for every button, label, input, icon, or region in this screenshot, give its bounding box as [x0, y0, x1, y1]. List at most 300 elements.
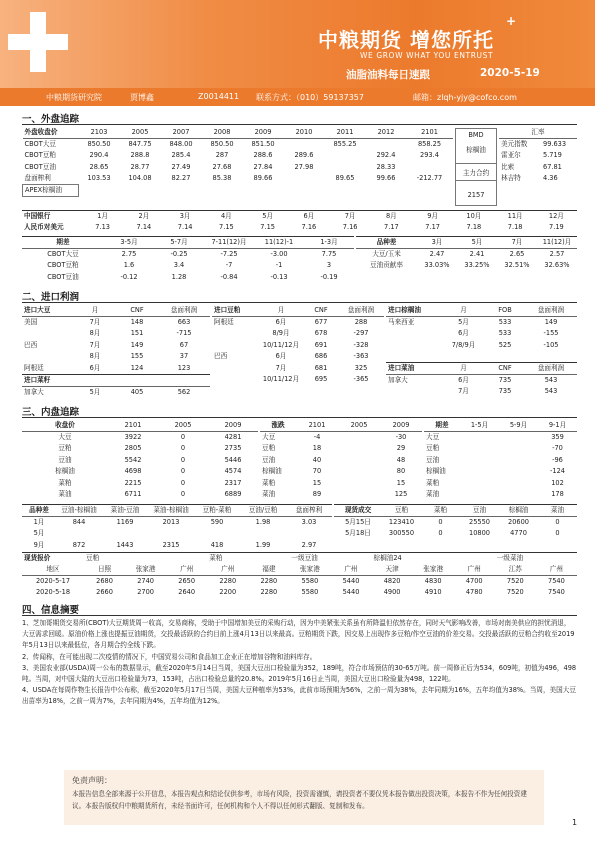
cell: 7.15: [219, 223, 234, 232]
cell: 2280: [260, 588, 278, 597]
cell: 棕榈油: [262, 467, 282, 476]
cell: 4.36: [543, 174, 558, 183]
cell: [460, 489, 499, 501]
cell: 82.27: [171, 174, 191, 183]
cell: [338, 478, 380, 490]
cell: -96: [552, 455, 563, 464]
cell: 4780: [465, 588, 483, 597]
col-head: 盘面利润: [525, 305, 577, 317]
table-row: [22, 340, 210, 352]
table-row: [22, 222, 577, 234]
cell: 0: [180, 467, 186, 476]
cell: 6月: [275, 352, 287, 361]
table-row: [499, 162, 577, 174]
cell: 293.4: [420, 151, 439, 160]
col-head: 菜粕: [207, 553, 289, 565]
col-head: 品种差: [22, 505, 56, 517]
cell: 4910: [424, 588, 442, 597]
col-head: 7月: [330, 211, 371, 223]
cell: 江苏: [495, 564, 536, 576]
cell: 7.19: [549, 223, 564, 232]
spot-quote-table: [22, 552, 577, 599]
cell: 8/9月: [272, 329, 290, 338]
cell: 0: [180, 433, 186, 441]
cell: -0.25: [170, 250, 188, 258]
cell: 292.4: [376, 151, 396, 160]
cell: 2215: [124, 478, 142, 487]
table-row: [356, 260, 577, 272]
col-head: 12月: [536, 211, 577, 223]
cell: 大豆: [58, 433, 72, 441]
col-head: 2009: [208, 420, 258, 432]
table-row: [22, 564, 577, 576]
col-head: 盘面利润: [158, 305, 210, 317]
cell: 0: [180, 444, 186, 453]
cell: 菜油: [426, 490, 440, 499]
cell: -0.13: [270, 272, 288, 281]
table-row: [22, 249, 354, 261]
cell: 5月: [33, 529, 45, 538]
spot-volume-table: [334, 504, 577, 540]
cell: 847.75: [128, 140, 152, 148]
table-row: [22, 540, 332, 552]
col-head: 品种差: [356, 237, 417, 249]
cell: 1443: [116, 540, 134, 549]
cell: 7.14: [177, 223, 193, 232]
cell: 豆粕: [58, 444, 72, 453]
col-head: 盘面榨利: [286, 505, 332, 517]
cell: 广州: [454, 564, 495, 576]
col-head: 豆油-棕榈油: [56, 505, 102, 517]
cell: 0: [555, 529, 560, 538]
cell: -0.19: [320, 272, 338, 281]
cell: 148: [130, 318, 144, 326]
header-banner: [0, 0, 595, 88]
table-row: [22, 517, 332, 529]
cell: 2650: [178, 577, 196, 585]
col-head: 月: [442, 305, 485, 317]
cell: 289.6: [294, 151, 314, 160]
col-head: 2011: [325, 127, 366, 139]
cell: CBOT大豆: [24, 140, 56, 148]
cell: 豆粕: [262, 444, 276, 453]
cell: [338, 489, 380, 501]
table-row: [424, 455, 577, 467]
cell: CBOT豆粕: [24, 151, 56, 160]
cell: 9月: [33, 540, 45, 549]
cell: 7.16: [342, 223, 358, 232]
cell: [460, 432, 499, 444]
cell: [325, 162, 366, 174]
table-row: [260, 443, 422, 455]
col-head: 2007: [161, 127, 202, 139]
cell: 149: [544, 318, 558, 326]
col-head: 盘面利润: [525, 363, 577, 375]
cell: [22, 351, 74, 363]
page-number: 1: [572, 818, 578, 827]
table-row: [212, 340, 384, 352]
cell: 6月: [458, 329, 469, 338]
table-row: [22, 489, 258, 501]
col-head: 9-1月: [538, 420, 577, 432]
news-item: 3、美国农业部(USDA)周一公布的数据显示，截至2020年5月14日当周，美国大豆出口检验量为352，189吨，符合市场预估的30-65万吨。前一周修正后为534，609吨，初值为496，498吨。当周，对中国大陆的大豆出口检验量为73，153吨，占出口检验总量的20.8%。2019年5月16日止当周，美国大豆出口检验量为498，122吨。: [22, 663, 577, 684]
cell: 5446: [224, 455, 242, 464]
table-row: [386, 317, 577, 329]
cell: -70: [552, 444, 563, 453]
cell: 2740: [137, 577, 154, 585]
cell: 4281: [224, 433, 242, 441]
cell: 20600: [508, 518, 529, 526]
cell: 2.75: [121, 250, 137, 258]
cell: 3922: [124, 433, 142, 441]
col-head: 棕榈油: [499, 505, 538, 517]
table-row: [424, 432, 577, 444]
cell: 691: [314, 340, 328, 349]
col-head: 月: [74, 305, 116, 317]
cell: -7.25: [220, 250, 238, 258]
cell: [499, 478, 538, 490]
col-head: 2101: [108, 420, 158, 432]
col-head: 1-5月: [460, 420, 499, 432]
cell: 325: [354, 363, 368, 372]
cell: [212, 328, 258, 340]
cell: 广州: [207, 564, 248, 576]
cell: 7.75: [321, 250, 337, 258]
cell: -1: [275, 261, 283, 270]
cell: 5580: [301, 588, 319, 597]
cell: 7.14: [136, 223, 152, 232]
col-head: 11(12)-1: [254, 237, 304, 249]
cell: 豆油贡献率: [370, 261, 403, 270]
cell: 1.6: [123, 261, 135, 270]
col-head: 2009: [380, 420, 422, 432]
cell: 6889: [224, 490, 242, 499]
cell: 4830: [424, 577, 442, 585]
cell: 48: [396, 455, 406, 464]
cell: 4770: [510, 529, 527, 538]
table-row: [212, 317, 384, 329]
table-row: [22, 443, 258, 455]
cell: CBOT大豆: [47, 250, 79, 258]
cell: [284, 173, 325, 185]
cell: [325, 150, 366, 162]
author: 贾博鑫: [130, 93, 154, 102]
cell: 124: [130, 363, 144, 372]
col-head: 现货报价: [22, 553, 84, 565]
table-row: [424, 443, 577, 455]
cell: [338, 432, 380, 444]
brand-slogan-en: WE GROW WHAT YOU ENTRUST: [360, 51, 494, 60]
cell: 5440: [342, 588, 360, 597]
col-head: 豆粕: [84, 553, 207, 565]
bmd-value: 2157: [467, 191, 485, 199]
import-palm-table: [386, 305, 577, 398]
table-row: [22, 351, 210, 363]
import-soybean-table: [22, 305, 210, 398]
cell: 2280: [260, 577, 278, 585]
cell: -715: [176, 329, 192, 338]
cell: 67.81: [543, 162, 562, 171]
cell: 29: [396, 444, 406, 453]
cell: 155: [130, 352, 144, 361]
cell: 大豆/玉米: [372, 250, 401, 258]
cell: 1.28: [171, 272, 187, 281]
col-head: CNF: [116, 305, 158, 317]
cell: -30: [395, 433, 407, 441]
cell: 张家港: [413, 564, 454, 576]
cell: 6月: [458, 376, 469, 384]
cell: 7月: [275, 363, 287, 372]
cell: 雷亚尔: [501, 151, 521, 160]
table-row: [212, 328, 384, 340]
cell: 豆油: [426, 455, 440, 464]
cell: 872: [72, 540, 86, 549]
cell: 533: [498, 318, 512, 326]
col-head: 中国银行: [22, 211, 82, 223]
cell: 广州: [166, 564, 207, 576]
cell: 张家港: [289, 564, 330, 576]
table-row: [424, 489, 577, 501]
cell: 巴西: [24, 340, 38, 349]
cell: 103.53: [87, 174, 111, 183]
table-row: [260, 489, 422, 501]
col-head: 2009: [243, 127, 284, 139]
cell: 735: [498, 376, 512, 384]
cell: 菜油: [262, 490, 276, 499]
news-list: [22, 618, 577, 708]
cell: [338, 466, 380, 478]
col-head: 3-5月: [104, 237, 154, 249]
cell: -155: [543, 329, 559, 338]
cell: 0: [180, 478, 186, 487]
col-head: CNF: [304, 305, 338, 317]
cell: 7.13: [95, 223, 110, 232]
phone: 联系方式：（010）59137357: [256, 93, 364, 102]
col-head: 6月: [288, 211, 329, 223]
cell: 15: [396, 478, 406, 487]
cell: [212, 340, 258, 352]
cell: 288.6: [253, 151, 273, 160]
main-contract-label: 主力合约: [456, 163, 496, 181]
cell: [499, 443, 538, 455]
cell: 加拿大: [388, 376, 408, 384]
table-row: [22, 528, 332, 540]
col-head: 5-7月: [154, 237, 204, 249]
bmd-label: BMD: [468, 131, 484, 139]
table-row: [23, 139, 453, 151]
cell: 89: [312, 490, 322, 499]
cell: 5月: [89, 387, 101, 396]
cell: 851.50: [251, 140, 275, 148]
domestic-close-table: [22, 420, 258, 501]
table-row: [386, 340, 577, 352]
news-item: 1、芝加哥期货交易所(CBOT)大豆期货周一收高，交易商称，受助于中国增加美豆的采购行动，因为中美紧张关系虽有所降温但依然存在，同时天气影响改善，市场对南美供应的担忧消退，大豆需求回暖。原油价格上涨也提振豆油期货，交投最活跃的合约目前上涨4月13日以来最高。豆粕期货下跌，因交易上出现作多豆粕/作空豆油的价差交易。交投最活跃的豆粕合约收至2019年5月13日以来最低位，各月期合约全线下跌。: [22, 619, 575, 650]
disclaimer-box: [64, 770, 544, 825]
cell: 678: [314, 329, 328, 338]
table-row: [212, 374, 384, 386]
section-import-profit: 二、进口利润: [22, 292, 80, 303]
section-rule: [22, 417, 577, 418]
col-head: 2101: [296, 420, 338, 432]
col-head: 棕榈油24: [372, 553, 495, 565]
col-head: 2005: [338, 420, 380, 432]
cell: 菜粕: [426, 478, 440, 487]
cell: 89.66: [253, 174, 273, 183]
col-head: 期差: [22, 237, 104, 249]
email: 邮箱：zlqh-yjy@cofco.com: [413, 93, 517, 102]
cell: 5月: [458, 318, 469, 326]
cell: 7月: [89, 340, 101, 349]
cell: 棕榈油: [55, 467, 75, 476]
table-row: [334, 528, 577, 540]
variety-ratio-table: [356, 236, 577, 272]
cell: 287: [215, 151, 229, 160]
table-row: [356, 249, 577, 261]
cell: [284, 139, 325, 151]
cell: 858.25: [417, 140, 442, 148]
cell: 2735: [224, 444, 242, 453]
cell: 99.66: [376, 174, 396, 183]
cell: -212.77: [416, 174, 443, 183]
table-row: [22, 272, 354, 284]
table-row: [23, 162, 453, 174]
cell: 福建: [248, 564, 289, 576]
cell: 855.25: [333, 140, 357, 148]
col-head: CNF: [485, 363, 525, 375]
cell: 5440: [342, 577, 360, 585]
cell: 5580: [301, 577, 319, 585]
cbot-spread-table: [22, 236, 354, 283]
cell: 663: [177, 318, 191, 326]
plus-icon: +: [506, 14, 517, 28]
cell: 7月: [89, 318, 101, 326]
boc-fx-table: [22, 210, 577, 234]
cell: 7.18: [507, 223, 523, 232]
cell: 2640: [178, 588, 196, 597]
col-head: 豆油: [460, 505, 499, 517]
cell: 7.17: [425, 223, 440, 232]
logo-cross-icon: [8, 12, 68, 72]
cell: -0.84: [220, 272, 238, 281]
cell: 2.57: [549, 250, 565, 258]
report-title: 油脂油料每日速跟: [346, 69, 430, 81]
rapeseed-header: 进口菜籽: [22, 374, 210, 386]
domestic-change-table: [260, 420, 422, 501]
col-head: 月: [258, 305, 304, 317]
col-head: 进口棕榈油: [386, 305, 442, 317]
cell: [102, 528, 148, 540]
table-row: [424, 466, 577, 478]
cell: 豆粕: [426, 444, 440, 453]
cell: 125: [394, 490, 408, 499]
cell: 37: [179, 352, 189, 361]
cell: 178: [551, 490, 564, 499]
cell: CBOT豆油: [47, 272, 79, 281]
cell: 阿根廷: [214, 318, 234, 326]
col-head: 2005: [120, 127, 161, 139]
col-head: 1月: [82, 211, 123, 223]
col-head: 菜油-棕榈油: [148, 505, 194, 517]
cell: 1169: [116, 518, 134, 526]
cell: 32.63%: [544, 261, 570, 270]
cell: 美元指数: [501, 140, 528, 148]
cell: 590: [210, 518, 224, 526]
cell: 2013: [162, 518, 180, 526]
cell: -297: [353, 329, 369, 338]
cell: 人民币对美元: [24, 223, 64, 232]
cell: [338, 455, 380, 467]
import-soymeal-table: [212, 305, 384, 386]
table-row: [260, 478, 422, 490]
table-row: [499, 150, 577, 162]
cell: 2020-5-18: [35, 588, 71, 597]
cell: 285.4: [171, 151, 191, 160]
cell: 7.17: [384, 223, 399, 232]
cell: 28.77: [130, 162, 150, 171]
cell: 85.38: [212, 174, 232, 183]
cell: [499, 455, 538, 467]
table-row: [260, 432, 422, 444]
section-rule: [22, 124, 577, 125]
cell: 405: [130, 387, 144, 396]
cell: [366, 139, 407, 151]
cell: 123410: [388, 518, 415, 526]
cell: 525: [498, 340, 512, 349]
cell: 1.98: [255, 518, 271, 526]
cell: 6月: [275, 318, 287, 326]
cell: 菜粕: [262, 478, 276, 487]
col-head: 2008: [202, 127, 243, 139]
cell: 2200: [219, 588, 237, 597]
cell: 2280: [219, 577, 237, 585]
col-head: 豆油/豆粕: [240, 505, 286, 517]
cell: -0.12: [120, 272, 138, 281]
cell: [386, 340, 442, 352]
col-head: 月: [442, 363, 485, 375]
col-head: 进口大豆: [22, 305, 74, 317]
cell: 地区: [22, 564, 84, 576]
cell: 6711: [124, 490, 142, 499]
col-head: 豆粕: [382, 505, 421, 517]
col-head: 现货成交: [334, 505, 382, 517]
table-row: [22, 328, 210, 340]
author-info-bar: [0, 88, 595, 106]
cell: 543: [544, 376, 558, 384]
col-head: 外盘收盘价: [23, 127, 79, 139]
cell: 70: [312, 467, 322, 476]
cell: 5542: [124, 455, 142, 464]
table-row: [22, 576, 577, 588]
table-row: [22, 260, 354, 272]
section-rule: [22, 302, 577, 303]
col-head: 5月: [247, 211, 288, 223]
table-row: [22, 587, 577, 599]
cell: 2317: [224, 478, 242, 487]
cell: 7.16: [301, 223, 317, 232]
cell: 4698: [124, 467, 142, 476]
table-row: [22, 478, 258, 490]
col-head: 一级豆油: [289, 553, 371, 565]
cell: 10/11/12月: [262, 340, 300, 349]
institute: 中粮期货研究院: [46, 93, 102, 102]
cell: 林吉特: [501, 174, 521, 183]
cell: 2680: [96, 577, 113, 585]
cell: 850.50: [87, 140, 111, 148]
cell: 102: [551, 478, 564, 487]
cell: 8月: [89, 329, 101, 338]
cell: 0: [438, 529, 443, 538]
cell: 677: [314, 318, 328, 326]
